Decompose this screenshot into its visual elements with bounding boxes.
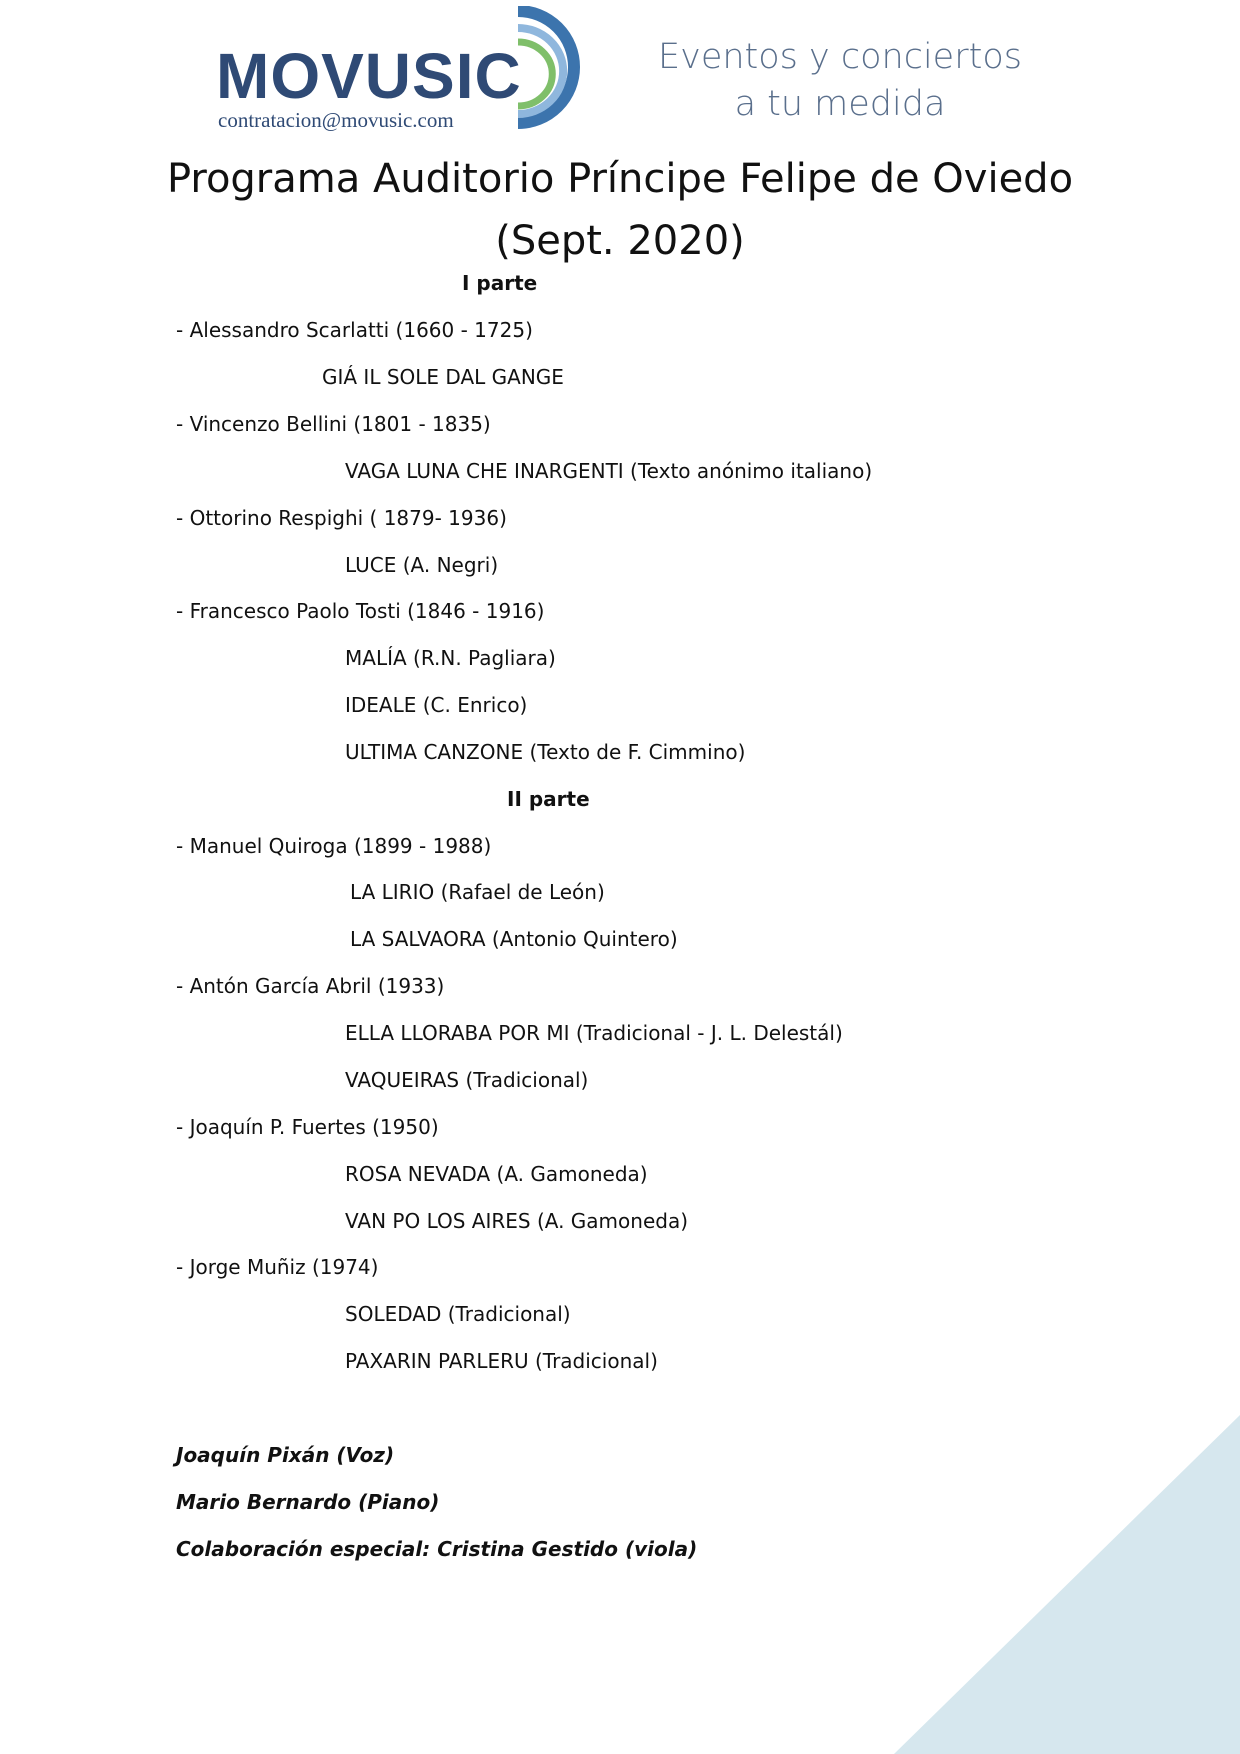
- page-title: [120, 148, 1120, 272]
- tagline-line1: Eventos y conciertos: [658, 37, 1022, 77]
- logo-wordmark: MOVUSIC: [216, 40, 522, 112]
- part2-heading: II parte: [507, 787, 590, 811]
- logo-email: contratacion@movusic.com: [218, 108, 454, 132]
- song-line: PAXARIN PARLERU (Tradicional): [345, 1349, 658, 1373]
- composer-line: - Jorge Muñiz (1974): [176, 1255, 379, 1279]
- performer-credit: Mario Bernardo (Piano): [176, 1490, 440, 1514]
- song-line: VAQUEIRAS (Tradicional): [345, 1068, 589, 1092]
- title-line2: (Sept. 2020): [495, 218, 745, 264]
- composer-line: - Antón García Abril (1933): [176, 974, 445, 998]
- movusic-logo: [212, 6, 592, 134]
- song-line: SOLEDAD (Tradicional): [345, 1302, 571, 1326]
- composer-line: - Francesco Paolo Tosti (1846 - 1916): [176, 599, 545, 623]
- song-line: GIÁ IL SOLE DAL GANGE: [322, 365, 564, 389]
- composer-line: - Alessandro Scarlatti (1660 - 1725): [176, 318, 533, 342]
- song-line: LA SALVAORA (Antonio Quintero): [350, 927, 678, 951]
- part1-heading: I parte: [462, 271, 538, 295]
- composer-line: - Joaquín P. Fuertes (1950): [176, 1115, 439, 1139]
- sound-arcs-icon: [512, 6, 612, 134]
- composer-line: - Manuel Quiroga (1899 - 1988): [176, 834, 492, 858]
- song-line: MALÍA (R.N. Pagliara): [345, 646, 556, 670]
- song-line: ULTIMA CANZONE (Texto de F. Cimmino): [345, 740, 746, 764]
- special-collaboration-credit: Colaboración especial: Cristina Gestido (viola): [176, 1537, 698, 1561]
- tagline-line2: a tu medida: [734, 84, 946, 124]
- song-line: ROSA NEVADA (A. Gamoneda): [345, 1162, 648, 1186]
- song-line: VAN PO LOS AIRES (A. Gamoneda): [345, 1209, 689, 1233]
- composer-line: - Vincenzo Bellini (1801 - 1835): [176, 412, 491, 436]
- tagline: [640, 34, 1040, 128]
- title-line1: Programa Auditorio Príncipe Felipe de Oviedo: [166, 156, 1074, 202]
- song-line: LA LIRIO (Rafael de León): [350, 880, 605, 904]
- song-line: ELLA LLORABA POR MI (Tradicional - J. L. Delestál): [345, 1021, 843, 1045]
- song-line: VAGA LUNA CHE INARGENTI (Texto anónimo italiano): [345, 459, 873, 483]
- song-line: IDEALE (C. Enrico): [345, 693, 528, 717]
- performer-credit: Joaquín Pixán (Voz): [176, 1443, 395, 1467]
- song-line: LUCE (A. Negri): [345, 553, 499, 577]
- composer-line: - Ottorino Respighi ( 1879- 1936): [176, 506, 507, 530]
